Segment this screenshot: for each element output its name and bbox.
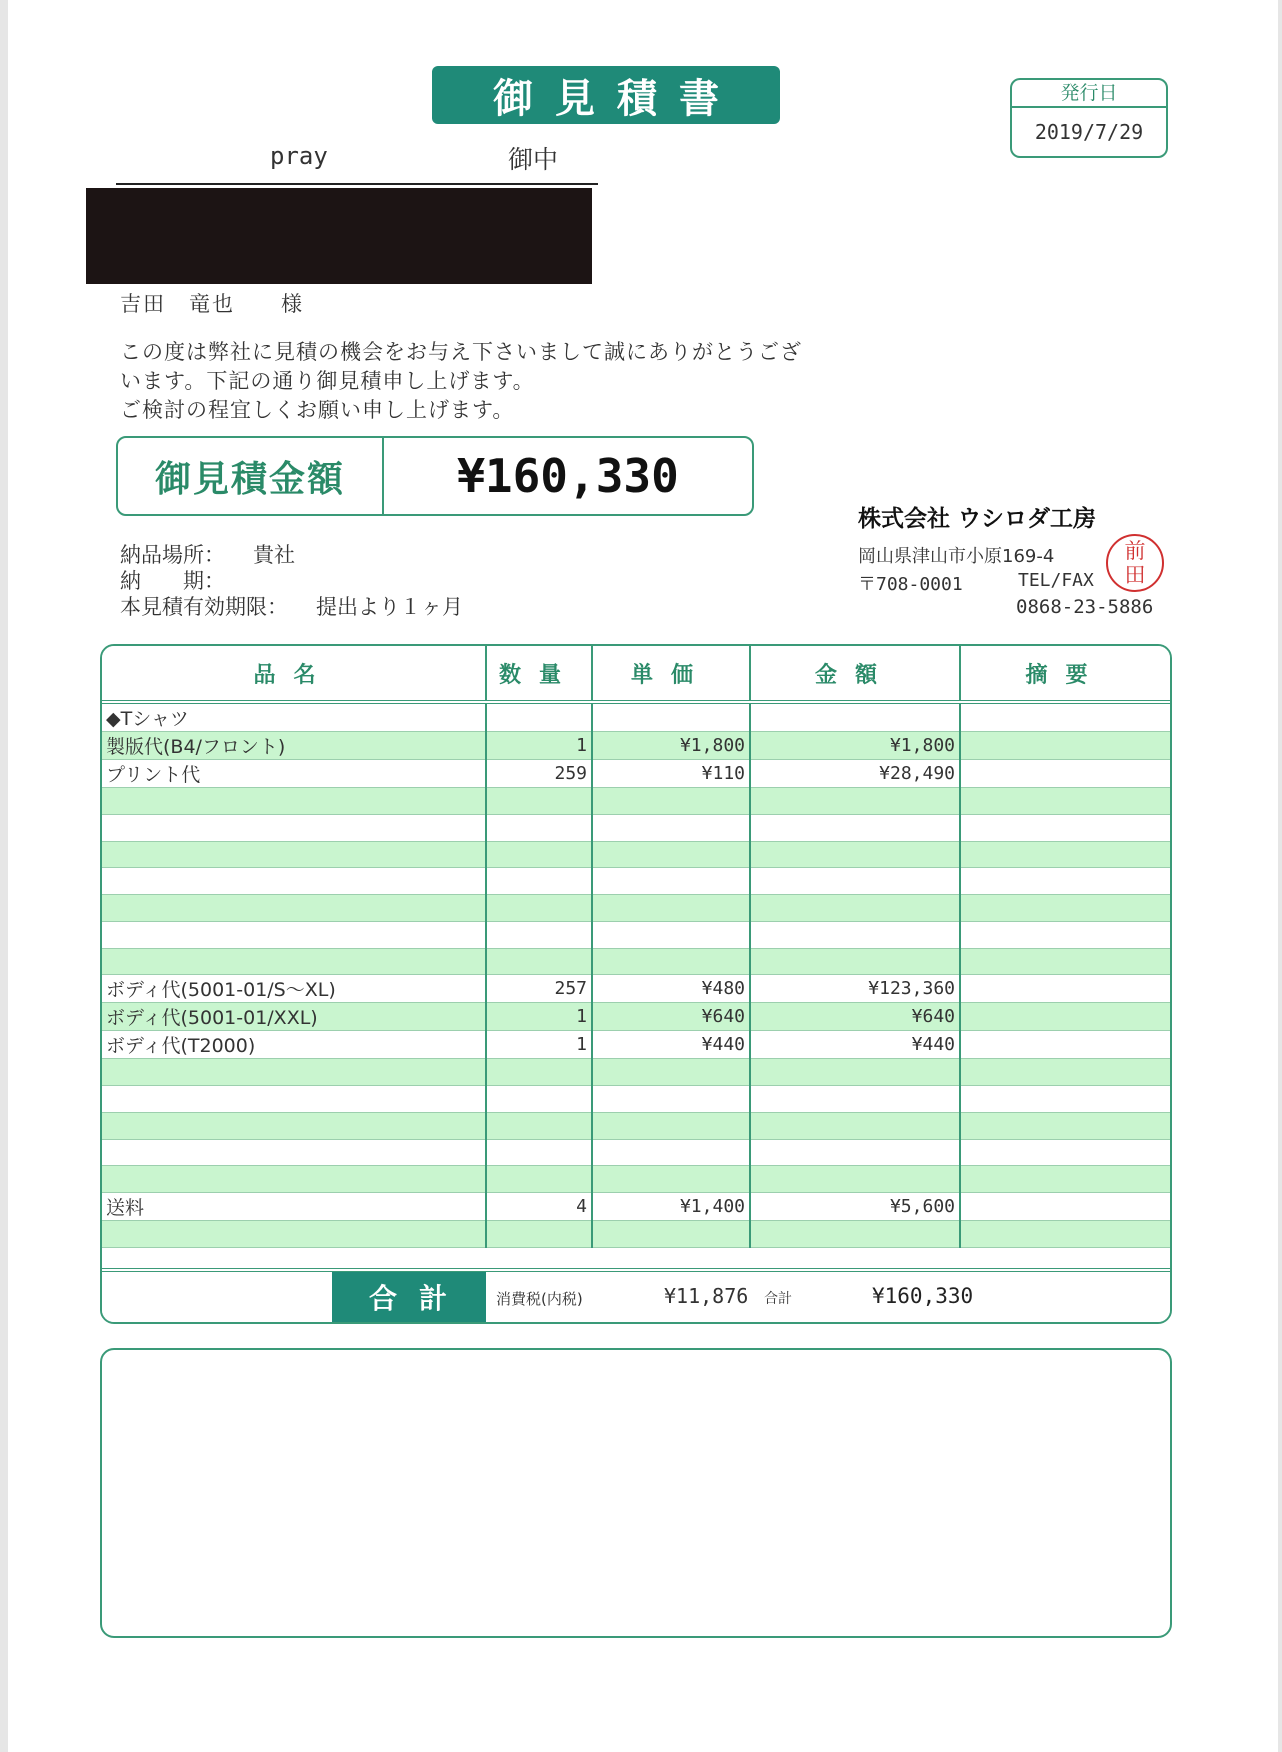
info-key: 納 期： <box>120 569 225 593</box>
table-row <box>102 732 1170 760</box>
info-key: 本見積有効期限： <box>120 595 288 619</box>
quantity-cell <box>486 702 592 732</box>
unit-price-cell: ¥110 <box>592 760 750 788</box>
unit-price-cell: ¥640 <box>592 1003 750 1031</box>
note-cell <box>960 760 1170 788</box>
tax-value: ¥11,876 <box>664 1284 749 1308</box>
table-row <box>102 921 1170 948</box>
issue-date-label: 発行日 <box>1012 80 1166 108</box>
unit-price-cell <box>592 702 750 732</box>
info-value: 提出より１ヶ月 <box>316 595 463 619</box>
unit-price-cell <box>592 1166 750 1193</box>
table-header-row <box>102 646 1170 702</box>
table-row <box>102 1059 1170 1086</box>
recipient-honorific: 御中 <box>508 145 559 174</box>
item-name-cell <box>102 841 486 868</box>
table-row <box>102 1221 1170 1248</box>
amount-cell <box>750 702 960 732</box>
amount-cell <box>750 1112 960 1139</box>
amount-cell <box>750 1139 960 1166</box>
item-name-cell <box>102 1112 486 1139</box>
items-table <box>102 646 1170 1248</box>
company-tel: 0868-23-5886 <box>1016 596 1154 618</box>
quantity-cell <box>486 868 592 895</box>
header-amount: 金額 <box>750 646 960 702</box>
quantity-cell <box>486 895 592 922</box>
note-cell <box>960 1059 1170 1086</box>
quantity-cell <box>486 1112 592 1139</box>
quantity-cell <box>486 948 592 975</box>
note-cell <box>960 895 1170 922</box>
delivery-info <box>120 542 463 620</box>
amount-cell <box>750 868 960 895</box>
table-row <box>102 1193 1170 1221</box>
redacted-address-block <box>86 188 592 284</box>
note-cell <box>960 1112 1170 1139</box>
notes-box <box>100 1348 1172 1638</box>
note-cell <box>960 1031 1170 1059</box>
item-name-cell <box>102 895 486 922</box>
quantity-cell <box>486 1086 592 1113</box>
recipient-person: 吉田 竜也 様 <box>120 292 304 316</box>
item-name-cell <box>102 921 486 948</box>
note-cell <box>960 1221 1170 1248</box>
unit-price-cell <box>592 814 750 841</box>
note-cell <box>960 1003 1170 1031</box>
greeting-line: います。下記の通り御見積申し上げます。 <box>120 369 535 393</box>
amount-cell: ¥440 <box>750 1031 960 1059</box>
item-name-cell: ◆Tシャツ <box>102 702 486 732</box>
quote-amount-value: ¥160,330 <box>457 449 679 503</box>
quote-amount-label: 御見積金額 <box>118 438 384 514</box>
header-unit-price: 単価 <box>592 646 750 702</box>
issue-date-box <box>1010 78 1168 158</box>
document-title: 御見積書 <box>432 66 780 124</box>
amount-cell <box>750 788 960 815</box>
quantity-cell <box>486 841 592 868</box>
amount-cell: ¥5,600 <box>750 1193 960 1221</box>
item-name-cell <box>102 1221 486 1248</box>
table-row <box>102 814 1170 841</box>
table-row <box>102 1031 1170 1059</box>
amount-cell <box>750 895 960 922</box>
table-row <box>102 1112 1170 1139</box>
info-value: 貴社 <box>253 543 295 567</box>
totals-row <box>102 1268 1170 1322</box>
info-key: 納品場所： <box>120 543 225 567</box>
quantity-cell: 4 <box>486 1193 592 1221</box>
note-cell <box>960 732 1170 760</box>
table-row <box>102 1003 1170 1031</box>
quantity-cell: 1 <box>486 1031 592 1059</box>
item-name-cell: ボディ代(T2000) <box>102 1031 486 1059</box>
item-name-cell <box>102 948 486 975</box>
amount-cell <box>750 841 960 868</box>
table-row <box>102 760 1170 788</box>
note-cell <box>960 975 1170 1003</box>
table-row <box>102 1166 1170 1193</box>
issue-date-value: 2019/7/29 <box>1034 120 1144 144</box>
unit-price-cell <box>592 868 750 895</box>
item-name-cell <box>102 814 486 841</box>
quantity-cell: 257 <box>486 975 592 1003</box>
table-row <box>102 702 1170 732</box>
table-row <box>102 1139 1170 1166</box>
item-name-cell <box>102 1059 486 1086</box>
table-row <box>102 1086 1170 1113</box>
unit-price-cell: ¥1,400 <box>592 1193 750 1221</box>
unit-price-cell <box>592 1221 750 1248</box>
company-tel-label: TEL/FAX <box>1018 570 1094 591</box>
note-cell <box>960 868 1170 895</box>
unit-price-cell <box>592 895 750 922</box>
quote-page <box>8 0 1278 1752</box>
tax-label: 消費税(内税) <box>496 1290 583 1308</box>
item-name-cell <box>102 1166 486 1193</box>
seal-char: 田 <box>1124 563 1146 587</box>
note-cell <box>960 1166 1170 1193</box>
note-cell <box>960 1193 1170 1221</box>
unit-price-cell <box>592 1086 750 1113</box>
greeting-line: ご検討の程宜しくお願い申し上げます。 <box>120 398 515 422</box>
recipient-company: pray <box>270 142 328 170</box>
quantity-cell <box>486 1059 592 1086</box>
item-name-cell <box>102 868 486 895</box>
quantity-cell <box>486 1166 592 1193</box>
unit-price-cell <box>592 921 750 948</box>
unit-price-cell <box>592 948 750 975</box>
quantity-cell <box>486 814 592 841</box>
amount-cell: ¥28,490 <box>750 760 960 788</box>
items-table-wrapper <box>100 644 1172 1324</box>
sum-label: 合計 <box>764 1291 792 1307</box>
quantity-cell <box>486 1139 592 1166</box>
quantity-cell: 1 <box>486 1003 592 1031</box>
greeting-line: この度は弊社に見積の機会をお与え下さいまして誠にありがとうござ <box>120 340 802 364</box>
amount-cell <box>750 1086 960 1113</box>
item-name-cell: 送料 <box>102 1193 486 1221</box>
note-cell <box>960 921 1170 948</box>
quantity-cell <box>486 1221 592 1248</box>
table-row <box>102 868 1170 895</box>
header-note: 摘要 <box>960 646 1170 702</box>
amount-cell: ¥1,800 <box>750 732 960 760</box>
item-name-cell <box>102 1139 486 1166</box>
item-name-cell <box>102 1086 486 1113</box>
note-cell <box>960 814 1170 841</box>
table-row <box>102 895 1170 922</box>
table-row <box>102 788 1170 815</box>
hanko-seal <box>1106 534 1164 592</box>
note-cell <box>960 841 1170 868</box>
quantity-cell: 259 <box>486 760 592 788</box>
item-name-cell: プリント代 <box>102 760 486 788</box>
unit-price-cell <box>592 1139 750 1166</box>
amount-cell <box>750 814 960 841</box>
recipient-underline <box>116 183 598 185</box>
totals-label: 合計 <box>332 1272 486 1322</box>
quantity-cell <box>486 921 592 948</box>
greeting-text <box>120 338 802 425</box>
seal-char: 前 <box>1124 539 1146 563</box>
amount-cell <box>750 921 960 948</box>
note-cell <box>960 1086 1170 1113</box>
header-quantity: 数量 <box>486 646 592 702</box>
unit-price-cell: ¥1,800 <box>592 732 750 760</box>
unit-price-cell: ¥440 <box>592 1031 750 1059</box>
company-name: 株式会社 ウシロダ工房 <box>858 506 1097 532</box>
quantity-cell <box>486 788 592 815</box>
item-name-cell: ボディ代(5001-01/S〜XL) <box>102 975 486 1003</box>
amount-cell <box>750 1059 960 1086</box>
table-row <box>102 841 1170 868</box>
amount-cell <box>750 1166 960 1193</box>
amount-cell <box>750 948 960 975</box>
note-cell <box>960 948 1170 975</box>
amount-cell: ¥123,360 <box>750 975 960 1003</box>
note-cell <box>960 702 1170 732</box>
item-name-cell: 製版代(B4/フロント) <box>102 732 486 760</box>
item-name-cell <box>102 788 486 815</box>
amount-cell: ¥640 <box>750 1003 960 1031</box>
table-row <box>102 948 1170 975</box>
company-zip: 〒708-0001 <box>858 574 963 595</box>
note-cell <box>960 788 1170 815</box>
unit-price-cell <box>592 841 750 868</box>
amount-cell <box>750 1221 960 1248</box>
unit-price-cell: ¥480 <box>592 975 750 1003</box>
sum-value: ¥160,330 <box>872 1284 974 1308</box>
quote-amount-box <box>116 436 754 516</box>
note-cell <box>960 1139 1170 1166</box>
unit-price-cell <box>592 1112 750 1139</box>
unit-price-cell <box>592 1059 750 1086</box>
quantity-cell: 1 <box>486 732 592 760</box>
company-address: 岡山県津山市小原169-4 <box>858 546 1055 567</box>
table-row <box>102 975 1170 1003</box>
header-item-name: 品名 <box>102 646 486 702</box>
item-name-cell: ボディ代(5001-01/XXL) <box>102 1003 486 1031</box>
unit-price-cell <box>592 788 750 815</box>
